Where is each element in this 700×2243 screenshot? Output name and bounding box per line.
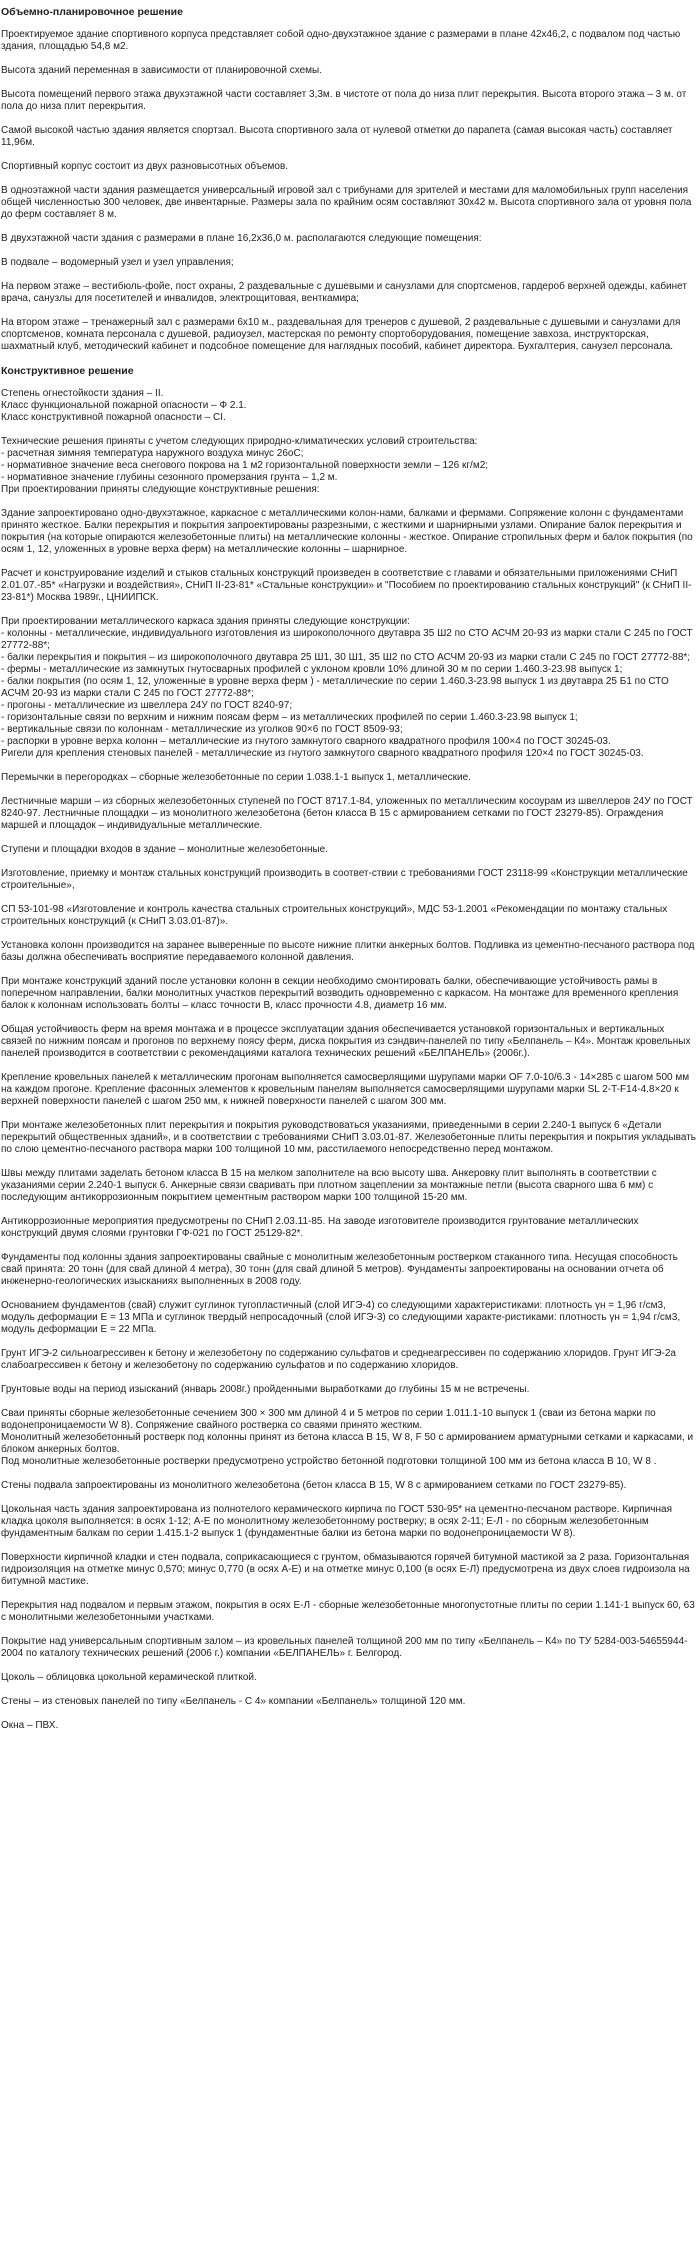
paragraph: СП 53-101-98 «Изготовление и контроль качества стальных строительных конструкций», МДС 53-1.2001 «Рекомендации по монтажу стальных строительных конструкций (к СНиП 3.03.01-87)».: [1, 904, 668, 927]
paragraph: Фундаменты под колонны здания запроектированы свайные с монолитным железобетонным ростверком стаканного типа. Несущая способность свай принята: 20 тонн (для свай длиной 4 метра), 30 тонн (для свай длиной 5 метров). Фундаменты запроектированы на основании отчета об инженерно-геологических изысканиях выполненных в 2008 году.: [1, 1252, 678, 1287]
paragraph: Цоколь – облицовка цокольной керамической плиткой.: [1, 1672, 257, 1683]
paragraph: При монтаже конструкций зданий после установки колонн в секции необходимо смонтировать балки, обеспечивающие устойчивость рамы в поперечном направлении, балки монолитных участков перекрытий возводить одновременно с каркасом. На монтаже для временного крепления балок к колоннам использовать болты – класс точности В, класс прочности 4.8, диаметр 16 мм.: [1, 976, 679, 1011]
paragraph: Цокольная часть здания запроектирована из полнотелого керамического кирпича по ГОСТ 530-95* на цементно-песчаном растворе. Кирпичная кладка цоколя выполняется: в осях 1-12; А-Е по монолитному железобетонному ростверку; в осях 2-11; Е-Л - по сборным железобетонным фундаментным балкам по серии 1.415.1-2 выпуск 1 (фундаментные балки из бетона марки по водонепроницаемости W 8).: [1, 1504, 672, 1539]
paragraph: Покрытие над универсальным спортивным залом – из кровельных панелей толщиной 200 мм по типу «Белпанель – К4» по ТУ 5284-003-54655944-2004 по каталогу технических решений (2006 г.) компании «БЕЛПАНЕЛЬ» г. Белгород.: [1, 1636, 688, 1659]
paragraph: Поверхности кирпичной кладки и стен подвала, соприкасающиеся с грунтом, обмазываются горячей битумной мастикой за 2 раза. Горизонтальная гидроизоляция на отметке минус 0,570; минус 0,770 (в осях А-Е) и на отметке минус 0,100 (в осях Е-Л) предусмотрена из двух слоев гидроизола на битумной мастике.: [1, 1552, 690, 1587]
paragraph: Основанием фундаментов (свай) служит суглинок тугопластичный (слой ИГЭ-4) со следующими характеристиками: плотность γн = 1,96 г/см3, модуль деформации Е = 13 МПа и суглинок твердый непросадочный (слой ИГЭ-3) со следующими характе-ристиками: плотность γн = 1,94 г/см3, модуль деформации Е = 22 МПа.: [1, 1300, 681, 1335]
paragraph: В одноэтажной части здания размещается универсальный игровой зал с трибунами для зрителей и местами для маломобильных групп населения общей численностью 300 человек, две инвентарные. Размеры зала по крайним осям составляют 30х42 м. Высота спортивного зала от уровня пола до ферм составляет 8 м.: [1, 185, 692, 220]
paragraph: Установка колонн производится на заранее выверенные по высоте нижние плитки анкерных болтов. Подливка из цементно-песчаного раствора под базы должна обеспечивать восприятие передаваемого колонной давления.: [1, 940, 695, 963]
paragraph: При монтаже железобетонных плит перекрытия и покрытия руководствоваться указаниями, приведенными в серии 2.240-1 выпуск 6 «Детали перекрытий общественных зданий», и в соответствии с требованиями СНиП 3.03.01-87. Железобетонные плиты перекрытия и покрытия укладывать по слою цементно-песчаного раствора марки 100 толщиной 10 мм, расстилаемого непосредственно перед монтажом.: [1, 1120, 697, 1155]
paragraph: Перемычки в перегородках – сборные железобетонные по серии 1.038.1-1 выпуск 1, металлические.: [1, 772, 471, 783]
paragraph: На втором этаже – тренажерный зал с размерами 6х10 м., раздевальная для тренеров с душевой, 2 раздевальные с душевыми и санузлами для спортсменов, комната персонала с душевой, радиоузел, мастерская по ремонту спортоборудования, помещение завхоза, инструкторская, шахматный клуб, методический кабинет и подсобное помещение для наглядных пособий, кабинет директора. Бухгалтерия, санузел персонала.: [1, 317, 681, 352]
paragraph: Проектируемое здание спортивного корпуса представляет собой одно-двухэтажное здание с размерами в плане 42х46,2, с подвалом под частью здания, площадью 54,8 м2.: [1, 29, 681, 52]
paragraph: Спортивный корпус состоит из двух разновысотных объемов.: [1, 161, 289, 172]
paragraph: Швы между плитами заделать бетоном класса В 15 на мелком заполнителе на всю высоту шва. Анкеровку плит выполнять в соответствии с указаниями серии 2.240-1 выпуск 6. Анкерные связи сваривать при плотном зацеплении за монтажные петли (высота сварного шва 6 мм) с последующим антикоррозионным покрытием цементным раствором марки 100 толщиной 15-20 мм.: [1, 1168, 657, 1203]
paragraph: Здание запроектировано одно-двухэтажное, каркасное с металлическими колон-нами, балками и фермами. Сопряжение колонн с фундаментами принято жесткое. Балки перекрытия и покрытия запроектированы разрезными, с жесткими и шарнирными узлами. Опирание балок перекрытия и покрытия (на которые опираются железобетонные плиты) на металлические колонны - жесткое. Опирание стропильных ферм и балок покрытия (по осям 1, 12, уложенных в уровне верха ферм) на металлические колонны – шарнирное.: [1, 508, 693, 555]
paragraph: В подвале – водомерный узел и узел управления;: [1, 257, 234, 268]
paragraph: Самой высокой частью здания является спортзал. Высота спортивного зала от нулевой отметки до парапета (самая высокая часть) составляет 11,96м.: [1, 125, 673, 148]
paragraph: Степень огнестойкости здания – II. Класс функциональной пожарной опасности – Ф 2.1. Класс конструктивной пожарной опасности – CI.: [1, 388, 247, 423]
paragraph: Сваи приняты сборные железобетонные сечением 300 × 300 мм длиной 4 и 5 метров по серии 1.011.1-10 выпуск 1 (сваи из бетона марки по водонепроницаемости W 8). Сопряжение свайного ростверка со сваями принято жестким. Монолитный железобетонный ростверк под колонны принят из бетона класса В 15, W 8, F 50 с армированием арматурными сетками и каркасами, и блоком анкерных болтов. Под монолитные железобетонные ростверки предусмотрено устройство бетонной подготовки толщиной 100 мм из бетона класса В 10, W 8 .: [1, 1408, 694, 1467]
paragraph: Ступени и площадки входов в здание – монолитные железобетонные.: [1, 844, 329, 855]
section-title-space-planning: Объемно-планировочное решение: [1, 6, 183, 18]
paragraph: Высота зданий переменная в зависимости от планировочной схемы.: [1, 65, 323, 76]
paragraph: Расчет и конструирование изделий и стыков стальных конструкций произведен в соответствие с главами и обязательными приложениями СНиП 2.01.07.-85* «Нагрузки и воздействия», СНиП II-23-81* «Стальные конструкции» и "Пособием по проектированию стальных конструкций" (к СНиП II-23-81*) Москва 1989г., ЦНИИПСК.: [1, 568, 692, 603]
paragraph: Общая устойчивость ферм на время монтажа и в процессе эксплуатации здания обеспечивается установкой горизонтальных и вертикальных связей по нижним поясам и прогонов по верхнему поясу ферм, диска покрытия из сэндвич-панелей по типу «Белпанель – К4». Монтаж кровельных панелей производится в соответствии с рекомендациями каталога технических решений «БЕЛПАНЕЛЬ» (2006г.).: [1, 1024, 691, 1059]
paragraph: При проектировании металлического каркаса здания приняты следующие конструкции: - колонны - металлические, индивидуального изготовления из широкополочного двутавра 35 Ш2 по СТО АСЧМ 20-93 из марки стали С 245 по ГОСТ 27772-88*; - балки перекрытия и покрытия – из широкополочного двутавра 25 Ш1, 30 Ш1, 35 Ш2 по СТО АСЧМ 20-93 из марки стали С 245 по ГОСТ 27772-88*; - фермы - металлические из замкнутых гнутосварных профилей с уклоном кровли 10% длиной 30 м по серии 1.460.3-23.98 выпуск 1; - балки покрытия (по осям 1, 12, уложенные в уровне верха ферм ) - металлические по серии 1.460.3-23.98 выпуск 1 из двутавра 25 Б1 по СТО АСЧМ 20-93 из марки стали С 245 по ГОСТ 27772-88*; - прогоны - металлические из швеллера 24У по ГОСТ 8240-97; - горизонтальные связи по верхним и нижним поясам ферм – из металлических профилей по серии 1.460.3-23.98 выпуск 1; - вертикальные связи по колоннам - металлические из уголков 90×6 по ГОСТ 8509-93; - распорки в уровне верха колонн – металлические из гнутого замкнутого сварного квадратного профиля 100×4 по ГОСТ 30245-03. Ригели для крепления стеновых панелей - металлические из гнутого замкнутого сварного квадратного профиля 120×4 по ГОСТ 30245-03.: [1, 616, 693, 759]
paragraph: Лестничные марши – из сборных железобетонных ступеней по ГОСТ 8717.1-84, уложенных по металлическим косоурам из швеллеров 24У по ГОСТ 8240-97. Лестничные площадки – из монолитного железобетона (бетон класса В 15 с армированием сетками по ГОСТ 23279-85). Ограждения маршей и площадок – индивидуальные металлические.: [1, 796, 693, 831]
paragraph: Высота помещений первого этажа двухэтажной части составляет 3,3м. в чистоте от пола до низа плит перекрытия. Высота второго этажа – 3 м. от пола до низа плит перекрытия.: [1, 89, 687, 112]
paragraph: Стены подвала запроектированы из монолитного железобетона (бетон класса В 15, W 8 с армированием сетками по ГОСТ 23279-85).: [1, 1480, 627, 1491]
paragraph: Крепление кровельных панелей к металлическим прогонам выполняется самосверлящими шурупами марки OF 7.0-10/6.3 - 14×285 с шагом 500 мм на каждом прогоне. Крепление фасонных элементов к кровельным панелям выполняется самосверлящими шурупами марки SL 2-T-F14-4.8×20 к верхней поверхности панелей с шагом 250 мм, к нижней поверхности панелей с шагом 300 мм.: [1, 1072, 690, 1107]
section-title-structural: Конструктивное решение: [1, 365, 134, 377]
paragraph: Грунтовые воды на период изысканий (январь 2008г.) пройденными выработками до глубины 15 м не встречены.: [1, 1384, 530, 1395]
paragraph: Изготовление, приемку и монтаж стальных конструкций производить в соответ-ствии с требованиями ГОСТ 23118-99 «Конструкции металлические строительные»,: [1, 868, 688, 891]
paragraph: Технические решения приняты с учетом следующих природно-климатических условий строительства: - расчетная зимняя температура наружного воздуха минус 26оС; - нормативное значение веса снегового покрова на 1 м2 горизонтальной поверхности земли – 126 кг/м2; - нормативное значение глубины сезонного промерзания грунта – 1,2 м. При проектировании приняты следующие конструктивные решения:: [1, 436, 489, 495]
paragraph: Окна – ПВХ.: [1, 1720, 59, 1731]
paragraph: В двухэтажной части здания с размерами в плане 16,2х36,0 м. располагаются следующие помещения:: [1, 233, 482, 244]
paragraph: Стены – из стеновых панелей по типу «Белпанель - С 4» компании «Белпанель» толщиной 120 мм.: [1, 1696, 466, 1707]
paragraph: На первом этаже – вестибюль-фойе, пост охраны, 2 раздевальные с душевыми и санузлами для спортсменов, гардероб верхней одежды, кабинет врача, санузлы для посетителей и инвалидов, электрощитовая, венткамира;: [1, 281, 687, 304]
paragraph: Перекрытия над подвалом и первым этажом, покрытия в осях Е-Л - сборные железобетонные многопустотные плиты по серии 1.141-1 выпуск 60, 63 с монолитными железобетонными участками.: [1, 1600, 695, 1623]
paragraph: Антикоррозионные мероприятия предусмотрены по СНиП 2.03.11-85. На заводе изготовителе производится грунтование металлических конструкций двумя слоями грунтовки ГФ-021 по ГОСТ 25129-82*.: [1, 1216, 639, 1239]
paragraph: Грунт ИГЭ-2 сильноагрессивен к бетону и железобетону по содержанию сульфатов и среднеагрессивен по содержанию хлоридов. Грунт ИГЭ-2а слабоагрессивен к бетону и железобетону по содержанию сульфатов и по содержанию хлоридов.: [1, 1348, 676, 1371]
